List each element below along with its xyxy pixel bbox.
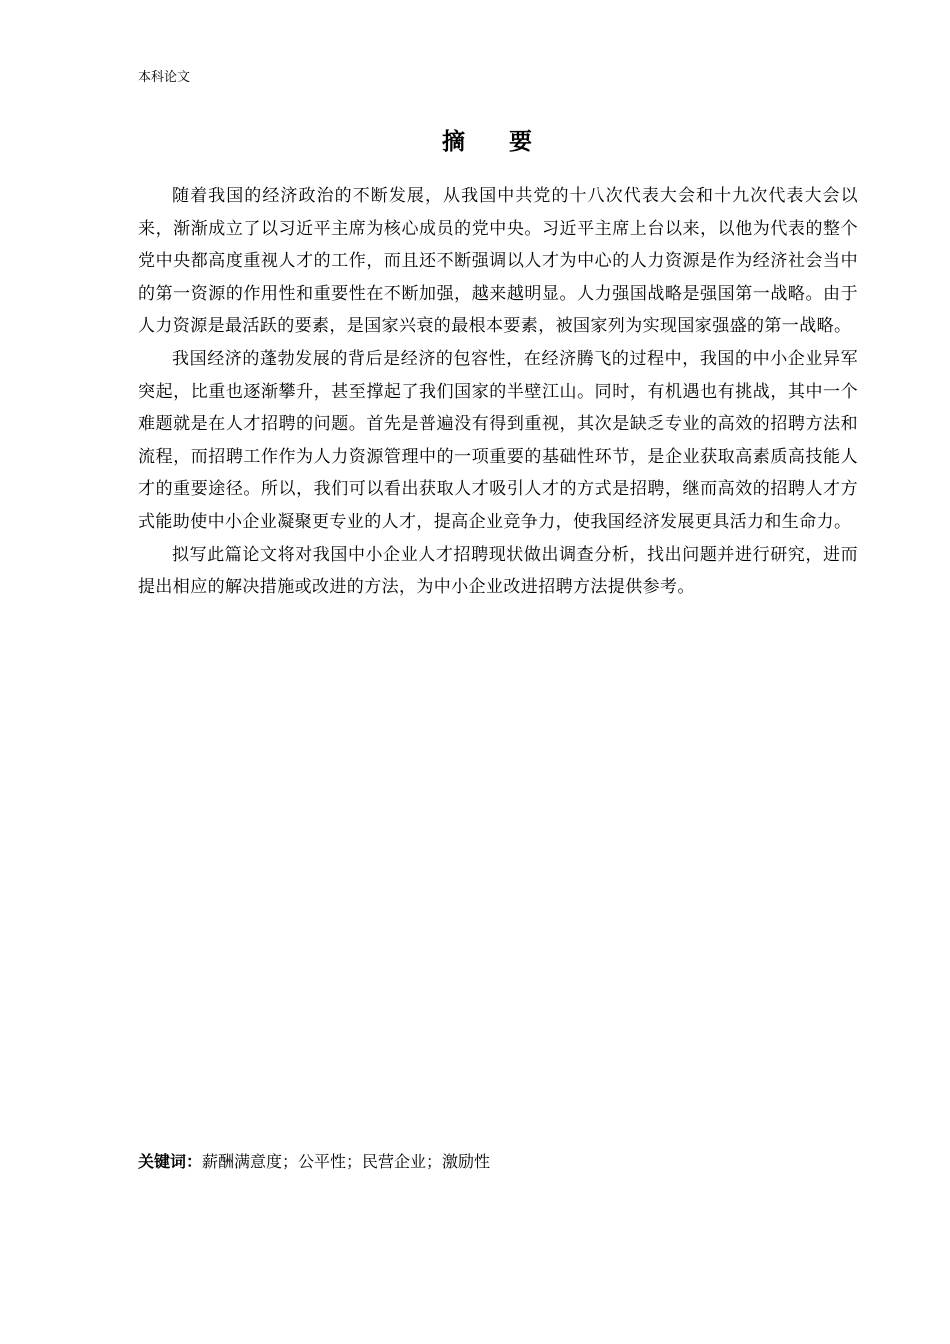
keywords-line [138, 1149, 490, 1175]
abstract-body [138, 180, 858, 604]
abstract-paragraph: 随着我国的经济政治的不断发展，从我国中共党的十八次代表大会和十九次代表大会以来，渐渐成立了以习近平主席为核心成员的党中央。习近平主席上台以来，以他为代表的整个党中央都高度重视人才的工作，而且还不断强调以人才为中心的人力资源是作为经济社会当中的第一资源的作用性和重要性在不断加强，越来越明显。人力强国战略是强国第一战略。由于人力资源是最活跃的要素，是国家兴衰的最根本要素，被国家列为实现国家强盛的第一战略。 [138, 186, 858, 337]
document-header-label: 本科论文 [138, 70, 191, 85]
keywords-label: 关键词： [138, 1152, 203, 1171]
abstract-paragraph: 拟写此篇论文将对我国中小企业人才招聘现状做出调查分析，找出问题并进行研究，进而提出相应的解决措施或改进的方法，为中小企业改进招聘方法提供参考。 [138, 544, 858, 598]
abstract-title: 摘 要 [441, 129, 550, 155]
keywords-value: 薪酬满意度；公平性；民营企业；激励性 [202, 1152, 491, 1171]
abstract-paragraph: 我国经济的蓬勃发展的背后是经济的包容性，在经济腾飞的过程中，我国的中小企业异军突起，比重也逐渐攀升，甚至撑起了我们国家的半壁江山。同时，有机遇也有挑战，其中一个难题就是在人才招聘的问题。首先是普遍没有得到重视，其次是缺乏专业的高效的招聘方法和流程，而招聘工作作为人力资源管理中的一项重要的基础性环节，是企业获取高素质高技能人才的重要途径。所以，我们可以看出获取人才吸引人才的方式是招聘，继而高效的招聘人才方式能助使中小企业凝聚更专业的人才，提高企业竞争力，使我国经济发展更具活力和生命力。 [138, 348, 858, 532]
